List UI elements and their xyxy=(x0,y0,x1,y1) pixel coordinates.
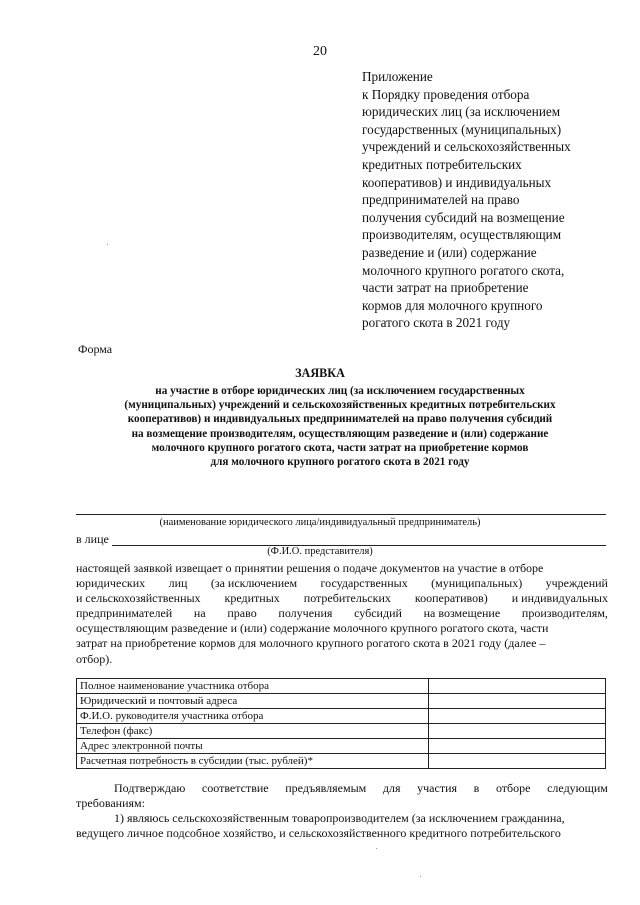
body-line xyxy=(76,576,608,591)
subtitle-line: на возмещение производителям, осуществляющим разведение и (или) содержание xyxy=(131,427,549,440)
participant-info-table xyxy=(76,678,606,769)
appendix-line: предпринимателей на право xyxy=(362,192,520,208)
body-word: в xyxy=(473,781,480,795)
body-word: учреждений xyxy=(545,576,608,591)
table-value-cell[interactable] xyxy=(429,694,606,709)
subtitle-line: кооперативов) и индивидуальных предпринимателей на право получения субсидий xyxy=(127,413,553,426)
scan-speck xyxy=(420,876,421,877)
representative-prefix: в лице xyxy=(76,532,109,546)
subtitle-line: на участие в отборе юридических лиц (за исключением государственных xyxy=(155,385,525,397)
body-paragraph xyxy=(76,561,608,667)
table-row xyxy=(77,724,606,739)
appendix-line: производителям, осуществляющим xyxy=(362,227,562,243)
requirements-line: требованиям: xyxy=(76,796,145,811)
body-word: (муниципальных) xyxy=(431,576,523,591)
table-row xyxy=(77,739,606,754)
table-label-cell: Телефон (факс) xyxy=(77,724,429,739)
appendix-line: рогатого скота в 2021 году xyxy=(362,315,511,331)
body-word: предпринимателей xyxy=(76,606,173,621)
body-line: отбор). xyxy=(76,651,113,666)
table-row xyxy=(77,754,606,769)
table-value-cell[interactable] xyxy=(429,739,606,754)
requirements-intro-line xyxy=(76,781,608,796)
appendix-line: государственных (муниципальных) xyxy=(362,121,562,137)
body-word: государственных xyxy=(320,576,408,591)
subtitle-line: (муниципальных) учреждений и сельскохозяйственных кредитных потребительских xyxy=(124,399,556,412)
body-word: Подтверждаю xyxy=(114,781,186,795)
requirements-line: 1) являюсь сельскохозяйственным товаропроизводителем (за исключением гражданина, xyxy=(114,811,565,826)
body-word: для xyxy=(382,781,401,795)
appendix-line: кредитных потребительских xyxy=(362,156,522,172)
subtitle-line: для молочного крупного рогатого скота в 2021 году xyxy=(210,456,470,469)
subtitle-line: молочного крупного рогатого скота, части затрат на приобретение кормов xyxy=(151,441,529,454)
representative-caption: (Ф.И.О. представителя) xyxy=(267,546,373,557)
table-value-cell[interactable] xyxy=(429,709,606,724)
body-line: настоящей заявкой извещает о принятии решения о подаче документов на участие в отборе xyxy=(76,561,544,575)
appendix-line: к Порядку проведения отбора xyxy=(362,86,530,102)
page-number: 20 xyxy=(313,44,327,59)
appendix-line: разведение и (или) содержание xyxy=(362,244,537,260)
body-word: на возмещение xyxy=(423,606,501,621)
form-label: Форма xyxy=(78,342,113,356)
table-label-cell: Юридический и почтовый адреса xyxy=(77,694,429,709)
table-label-cell: Расчетная потребность в субсидии (тыс. рублей)* xyxy=(77,754,429,769)
table-row xyxy=(77,709,606,724)
appendix-line: молочного крупного рогатого скота, xyxy=(362,262,565,278)
table-label-cell: Ф.И.О. руководителя участника отбора xyxy=(77,709,429,724)
appendix-line: Приложение xyxy=(362,69,433,84)
appendix-line: кормов для молочного крупного xyxy=(362,297,543,313)
body-word: кооперативов) xyxy=(414,591,488,606)
body-word: участия xyxy=(417,781,458,795)
body-word: соответствие xyxy=(201,781,269,795)
organization-name-line xyxy=(76,514,606,515)
body-word: юридических xyxy=(76,576,146,591)
scan-speck xyxy=(107,244,108,245)
body-word: отборе xyxy=(495,781,531,795)
table-label-cell: Полное наименование участника отбора xyxy=(77,679,429,694)
appendix-line: части затрат на приобретение xyxy=(362,280,529,296)
body-word: кредитных xyxy=(224,591,280,606)
table-value-cell[interactable] xyxy=(429,754,606,769)
body-word: право xyxy=(227,606,257,621)
table-label-cell: Адрес электронной почты xyxy=(77,739,429,754)
body-word: на xyxy=(193,606,206,621)
body-word: производителям, xyxy=(521,606,608,621)
body-line xyxy=(76,591,608,606)
body-word: субсидий xyxy=(354,606,402,621)
appendix-note xyxy=(362,68,612,332)
body-word: (за исключением xyxy=(210,576,298,591)
body-line xyxy=(76,606,608,621)
organization-name-caption: (наименование юридического лица/индивидуальный предприниматель) xyxy=(159,517,481,528)
document-subtitle xyxy=(72,384,608,469)
document-title: ЗАЯВКА xyxy=(295,366,345,380)
body-word: лиц xyxy=(168,576,188,591)
body-word: предъявляемым xyxy=(285,781,367,795)
body-word: и сельскохозяйственных xyxy=(76,591,201,606)
body-word: и индивидуальных xyxy=(511,591,608,606)
body-line: затрат на приобретение кормов для молочного крупного рогатого скота в 2021 году (далее – xyxy=(76,636,546,651)
requirements-paragraph xyxy=(76,781,608,841)
appendix-line: кооперативов) и индивидуальных xyxy=(362,174,552,190)
body-word: потребительских xyxy=(303,591,391,606)
table-row xyxy=(77,694,606,709)
body-word: получения xyxy=(278,606,333,621)
requirements-line: ведущего личное подсобное хозяйство, и сельскохозяйственного кредитного потребительского xyxy=(76,826,561,841)
scan-speck xyxy=(376,848,377,849)
appendix-line: юридических лиц (за исключением xyxy=(362,104,561,120)
appendix-line: учреждений и сельскохозяйственных xyxy=(362,139,571,155)
body-word: следующим xyxy=(547,781,608,795)
appendix-line: получения субсидий на возмещение xyxy=(362,209,565,225)
table-row xyxy=(77,679,606,694)
body-line: осуществляющим разведение и (или) содержание молочного крупного рогатого скота, части xyxy=(76,621,549,636)
table-value-cell[interactable] xyxy=(429,679,606,694)
table-value-cell[interactable] xyxy=(429,724,606,739)
